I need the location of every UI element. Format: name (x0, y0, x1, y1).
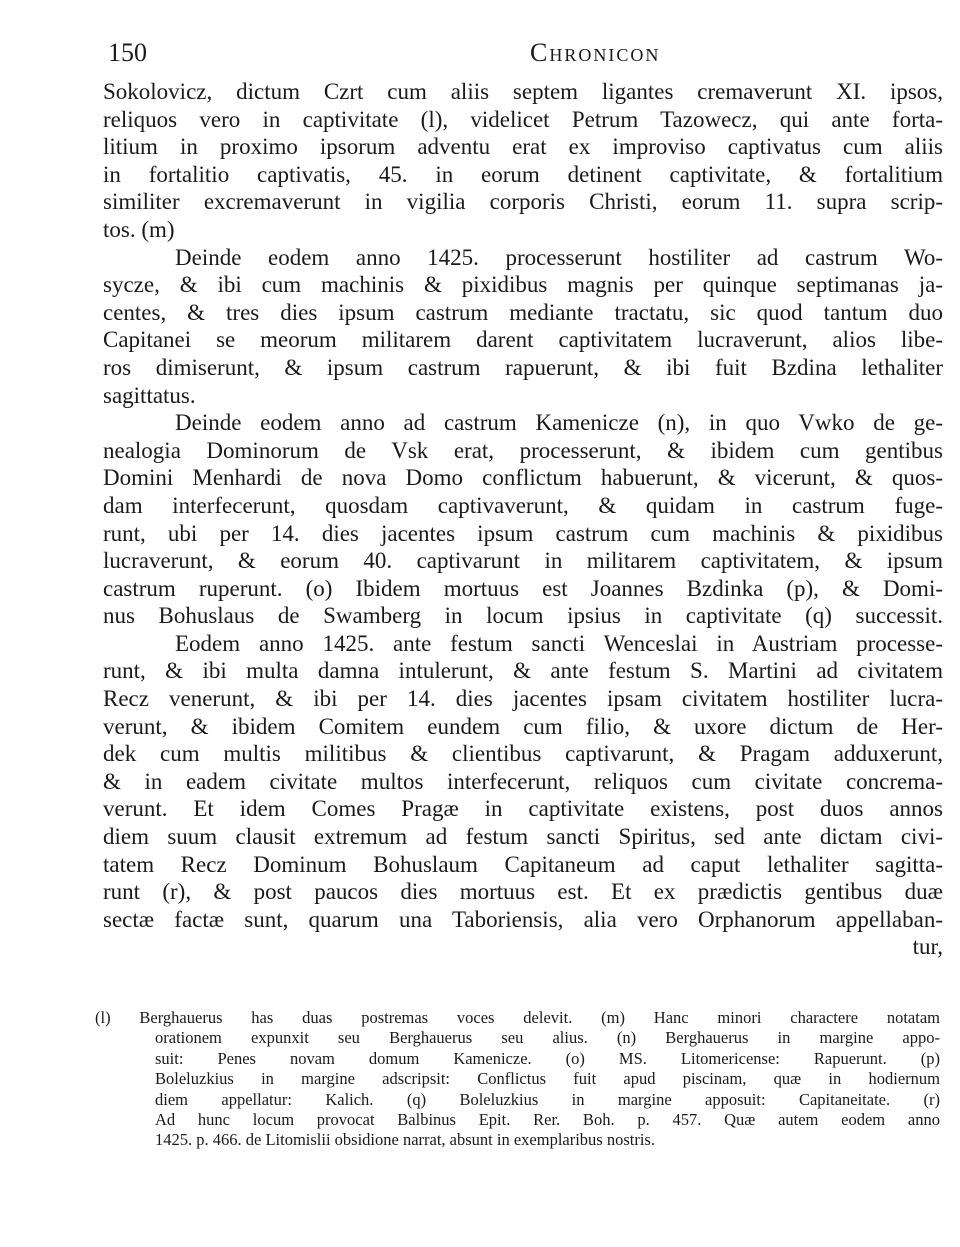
text-line: centes, & tres dies ipsum castrum mediante tractatu, sic quod tantum duo (103, 299, 943, 325)
text-line: castrum ruperunt. (o) Ibidem mortuus est Joannes Bzdinka (p), & Domi- (103, 575, 943, 601)
text-line: nus Bohuslaus de Swamberg in locum ipsius in captivitate (q) successit. (103, 603, 943, 629)
paragraph-start-line: Eodem anno 1425. ante festum sancti Wenceslai in Austriam processe- (175, 630, 943, 656)
text-line: reliquos vero in captivitate (l), videlicet Petrum Tazowecz, qui ante forta- (103, 106, 943, 132)
main-text (103, 78, 943, 961)
footnote-line: diem appellatur: Kalich. (q) Boleluzkius in margine apposuit: Capitaneitate. (r) (155, 1089, 940, 1109)
catchword: tur, (912, 934, 943, 960)
text-line: verunt, & ibidem Comitem eundem cum filio, & uxore dictum de Her- (103, 713, 943, 739)
text-line: tos. (m) (103, 216, 175, 242)
page-number: 150 (108, 38, 147, 67)
text-line: Sokolovicz, dictum Czrt cum aliis septem ligantes cremaverunt XI. ipsos, (103, 79, 943, 104)
text-line: Capitanei se meorum militarem darent captivitatem lucraverunt, alios libe- (103, 327, 943, 353)
text-line: sectæ factæ sunt, quarum una Taboriensis, alia vero Orphanorum appellaban- (103, 906, 943, 932)
paragraph-start-line: Deinde eodem anno ad castrum Kamenicze (n), in quo Vwko de ge- (175, 410, 943, 436)
text-line: similiter excremaverunt in vigilia corporis Christi, eorum 11. supra scrip- (103, 189, 943, 215)
footnotes (95, 1008, 940, 1151)
footnote-line: suit: Penes novam domum Kamenicze. (o) MS. Litomericense: Rapuerunt. (p) (155, 1048, 940, 1068)
running-title: Chronicon (530, 38, 661, 67)
text-line: runt, & ibi multa damna intulerunt, & ante festum S. Martini ad civitatem (103, 658, 943, 684)
text-line: nealogia Dominorum de Vsk erat, processerunt, & ibidem cum gentibus (103, 437, 943, 463)
text-line: in fortalitio captivatis, 45. in eorum detinent captivitate, & fortalitium (103, 161, 943, 187)
text-line: diem suum clausit extremum ad festum sancti Spiritus, sed ante dictam civi- (103, 824, 943, 850)
text-line: sycze, & ibi cum machinis & pixidibus magnis per quinque septimanas ja- (103, 272, 943, 298)
text-line: Domini Menhardi de nova Domo conflictum habuerunt, & vicerunt, & quos- (103, 465, 943, 491)
text-line: lucraverunt, & eorum 40. captivarunt in militarem captivitatem, & ipsum (103, 548, 943, 574)
paragraph-start-line: Deinde eodem anno 1425. processerunt hostiliter ad castrum Wo- (175, 244, 943, 270)
text-line: verunt. Et idem Comes Pragæ in captivitate existens, post duos annos (103, 796, 943, 822)
footnote-line: (l) Berghauerus has duas postremas voces delevit. (m) Hanc minori charactere notatam (95, 1008, 940, 1027)
text-line: & in eadem civitate multos interfecerunt, reliquos cum civitate concrema- (103, 768, 943, 794)
text-line: dam interfecerunt, quosdam captivaverunt, & quidam in castrum fuge- (103, 492, 943, 518)
text-line: Recz venerunt, & ibi per 14. dies jacentes ipsam civitatem hostiliter lucra- (103, 686, 943, 712)
text-line: tatem Recz Dominum Bohuslaum Capitaneum ad caput lethaliter sagitta- (103, 851, 943, 877)
footnote-line: Boleluzkius in margine adscripsit: Conflictus fuit apud piscinam, quæ in hodiernum (155, 1069, 940, 1089)
text-line: sagittatus. (103, 382, 196, 408)
text-line: litium in proximo ipsorum adventu erat ex improviso captivatus cum aliis (103, 134, 943, 160)
footnote-line: 1425. p. 466. de Litomislii obsidione narrat, absunt in exemplaribus nostris. (155, 1130, 655, 1150)
text-line: ros dimiserunt, & ipsum castrum rapuerunt, & ibi fuit Bzdina lethaliter (103, 354, 943, 380)
footnote-line: Ad hunc locum provocat Balbinus Epit. Rer. Boh. p. 457. Quæ autem eodem anno (155, 1109, 940, 1129)
page-header (100, 38, 940, 74)
text-line: dek cum multis militibus & clientibus captivarunt, & Pragam adduxerunt, (103, 741, 943, 767)
text-line: runt, ubi per 14. dies jacentes ipsum castrum cum machinis & pixidibus (103, 520, 943, 546)
footnote-line: orationem expunxit seu Berghauerus seu alius. (n) Berghauerus in margine appo- (155, 1028, 940, 1048)
text-line: runt (r), & post paucos dies mortuus est. Et ex prædictis gentibus duæ (103, 879, 943, 905)
